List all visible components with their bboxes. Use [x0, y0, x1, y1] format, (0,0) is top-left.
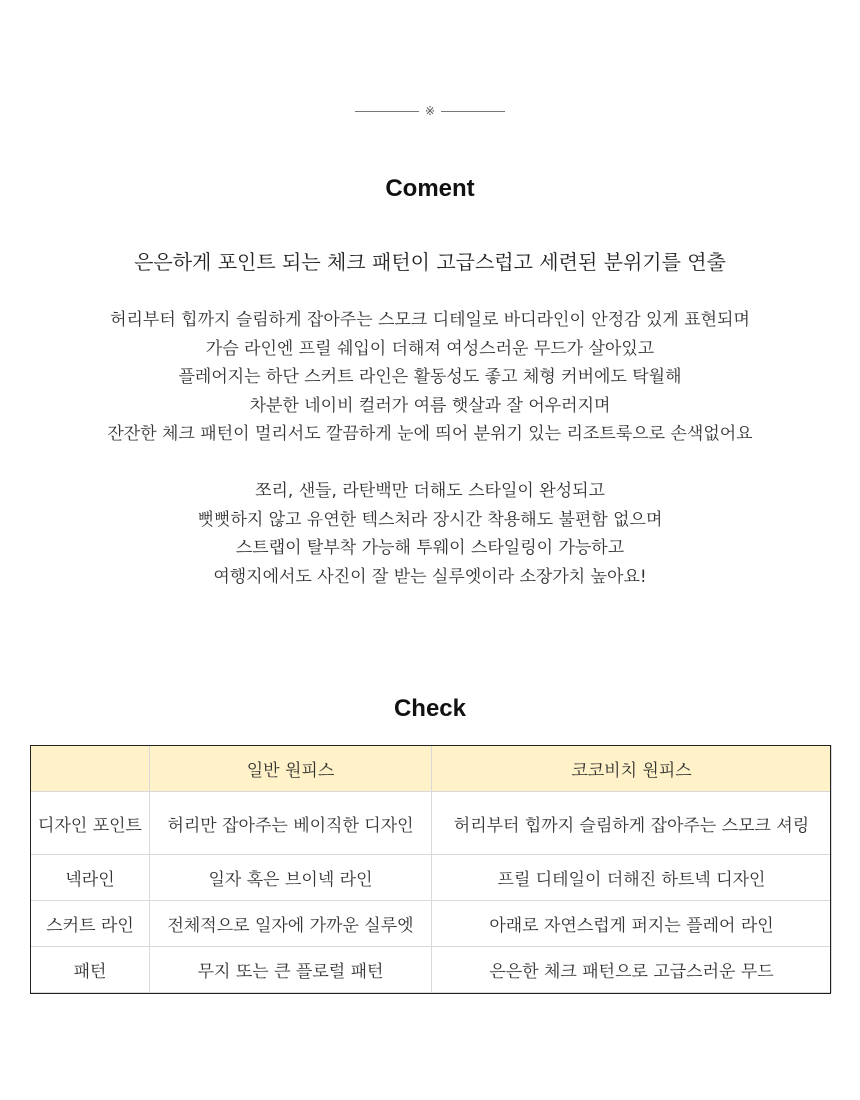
paragraph-line: 플레어지는 하단 스커트 라인은 활동성도 좋고 체형 커버에도 탁월해 — [178, 367, 682, 387]
table-cell: 허리만 잡아주는 베이직한 디자인 — [150, 792, 432, 855]
paragraph-line: 잔잔한 체크 패턴이 멀리서도 깔끔하게 눈에 띄어 분위기 있는 리조트룩으로 손색없어요 — [107, 424, 753, 444]
coment-title: Coment — [385, 175, 475, 202]
table-cell: 아래로 자연스럽게 퍼지는 플레어 라인 — [432, 901, 832, 947]
paragraph-line: 쪼리, 샌들, 라탄백만 더해도 스타일이 완성되고 — [255, 481, 605, 501]
divider-line-left — [355, 111, 419, 112]
paragraph-line: 스트랩이 탈부착 가능해 투웨이 스타일링이 가능하고 — [235, 538, 625, 558]
table-cell: 허리부터 힙까지 슬림하게 잡아주는 스모크 셔링 — [432, 792, 832, 855]
paragraph-line: 허리부터 힙까지 슬림하게 잡아주는 스모크 디테일로 바디라인이 안정감 있게 표현되며 — [110, 310, 750, 330]
table-cell: 프릴 디테일이 더해진 하트넥 디자인 — [432, 855, 832, 901]
table-cell: 일자 혹은 브이넥 라인 — [150, 855, 432, 901]
section-divider — [0, 104, 860, 118]
table-row-label: 스커트 라인 — [31, 901, 150, 947]
comparison-table — [30, 745, 832, 993]
table-row-label: 넥라인 — [31, 855, 150, 901]
table-row — [31, 947, 832, 993]
table-row — [31, 792, 832, 855]
check-title: Check — [393, 695, 467, 722]
table-row-label: 디자인 포인트 — [31, 792, 150, 855]
divider-line-right — [441, 111, 505, 112]
paragraph-line: 차분한 네이비 컬러가 여름 햇살과 잘 어우러지며 — [249, 395, 611, 416]
paragraph-line: 여행지에서도 사진이 잘 받는 실루엣이라 소장가치 높아요! — [213, 566, 647, 587]
table-row — [31, 901, 832, 947]
reference-mark-icon: ※ — [424, 104, 436, 118]
table-row-label: 패턴 — [31, 947, 150, 993]
paragraph-line: 뻣뻣하지 않고 유연한 텍스처라 장시간 착용해도 불편함 없으며 — [197, 509, 663, 530]
table-header-row — [31, 746, 832, 792]
table-cell: 무지 또는 큰 플로럴 패턴 — [150, 947, 432, 993]
table-header-cell: 코코비치 원피스 — [432, 746, 832, 792]
paragraph-line: 가슴 라인엔 프릴 쉐입이 더해져 여성스러운 무드가 살아있고 — [205, 338, 655, 359]
coment-paragraph-1 — [0, 306, 860, 449]
table-header-cell: 일반 원피스 — [150, 746, 432, 792]
coment-headline: 은은하게 포인트 되는 체크 패턴이 고급스럽고 세련된 분위기를 연출 — [134, 250, 726, 274]
coment-paragraph-2 — [0, 477, 860, 591]
table-header-cell — [31, 746, 150, 792]
table-row — [31, 855, 832, 901]
table-cell: 전체적으로 일자에 가까운 실루엣 — [150, 901, 432, 947]
table-cell: 은은한 체크 패턴으로 고급스러운 무드 — [432, 947, 832, 993]
